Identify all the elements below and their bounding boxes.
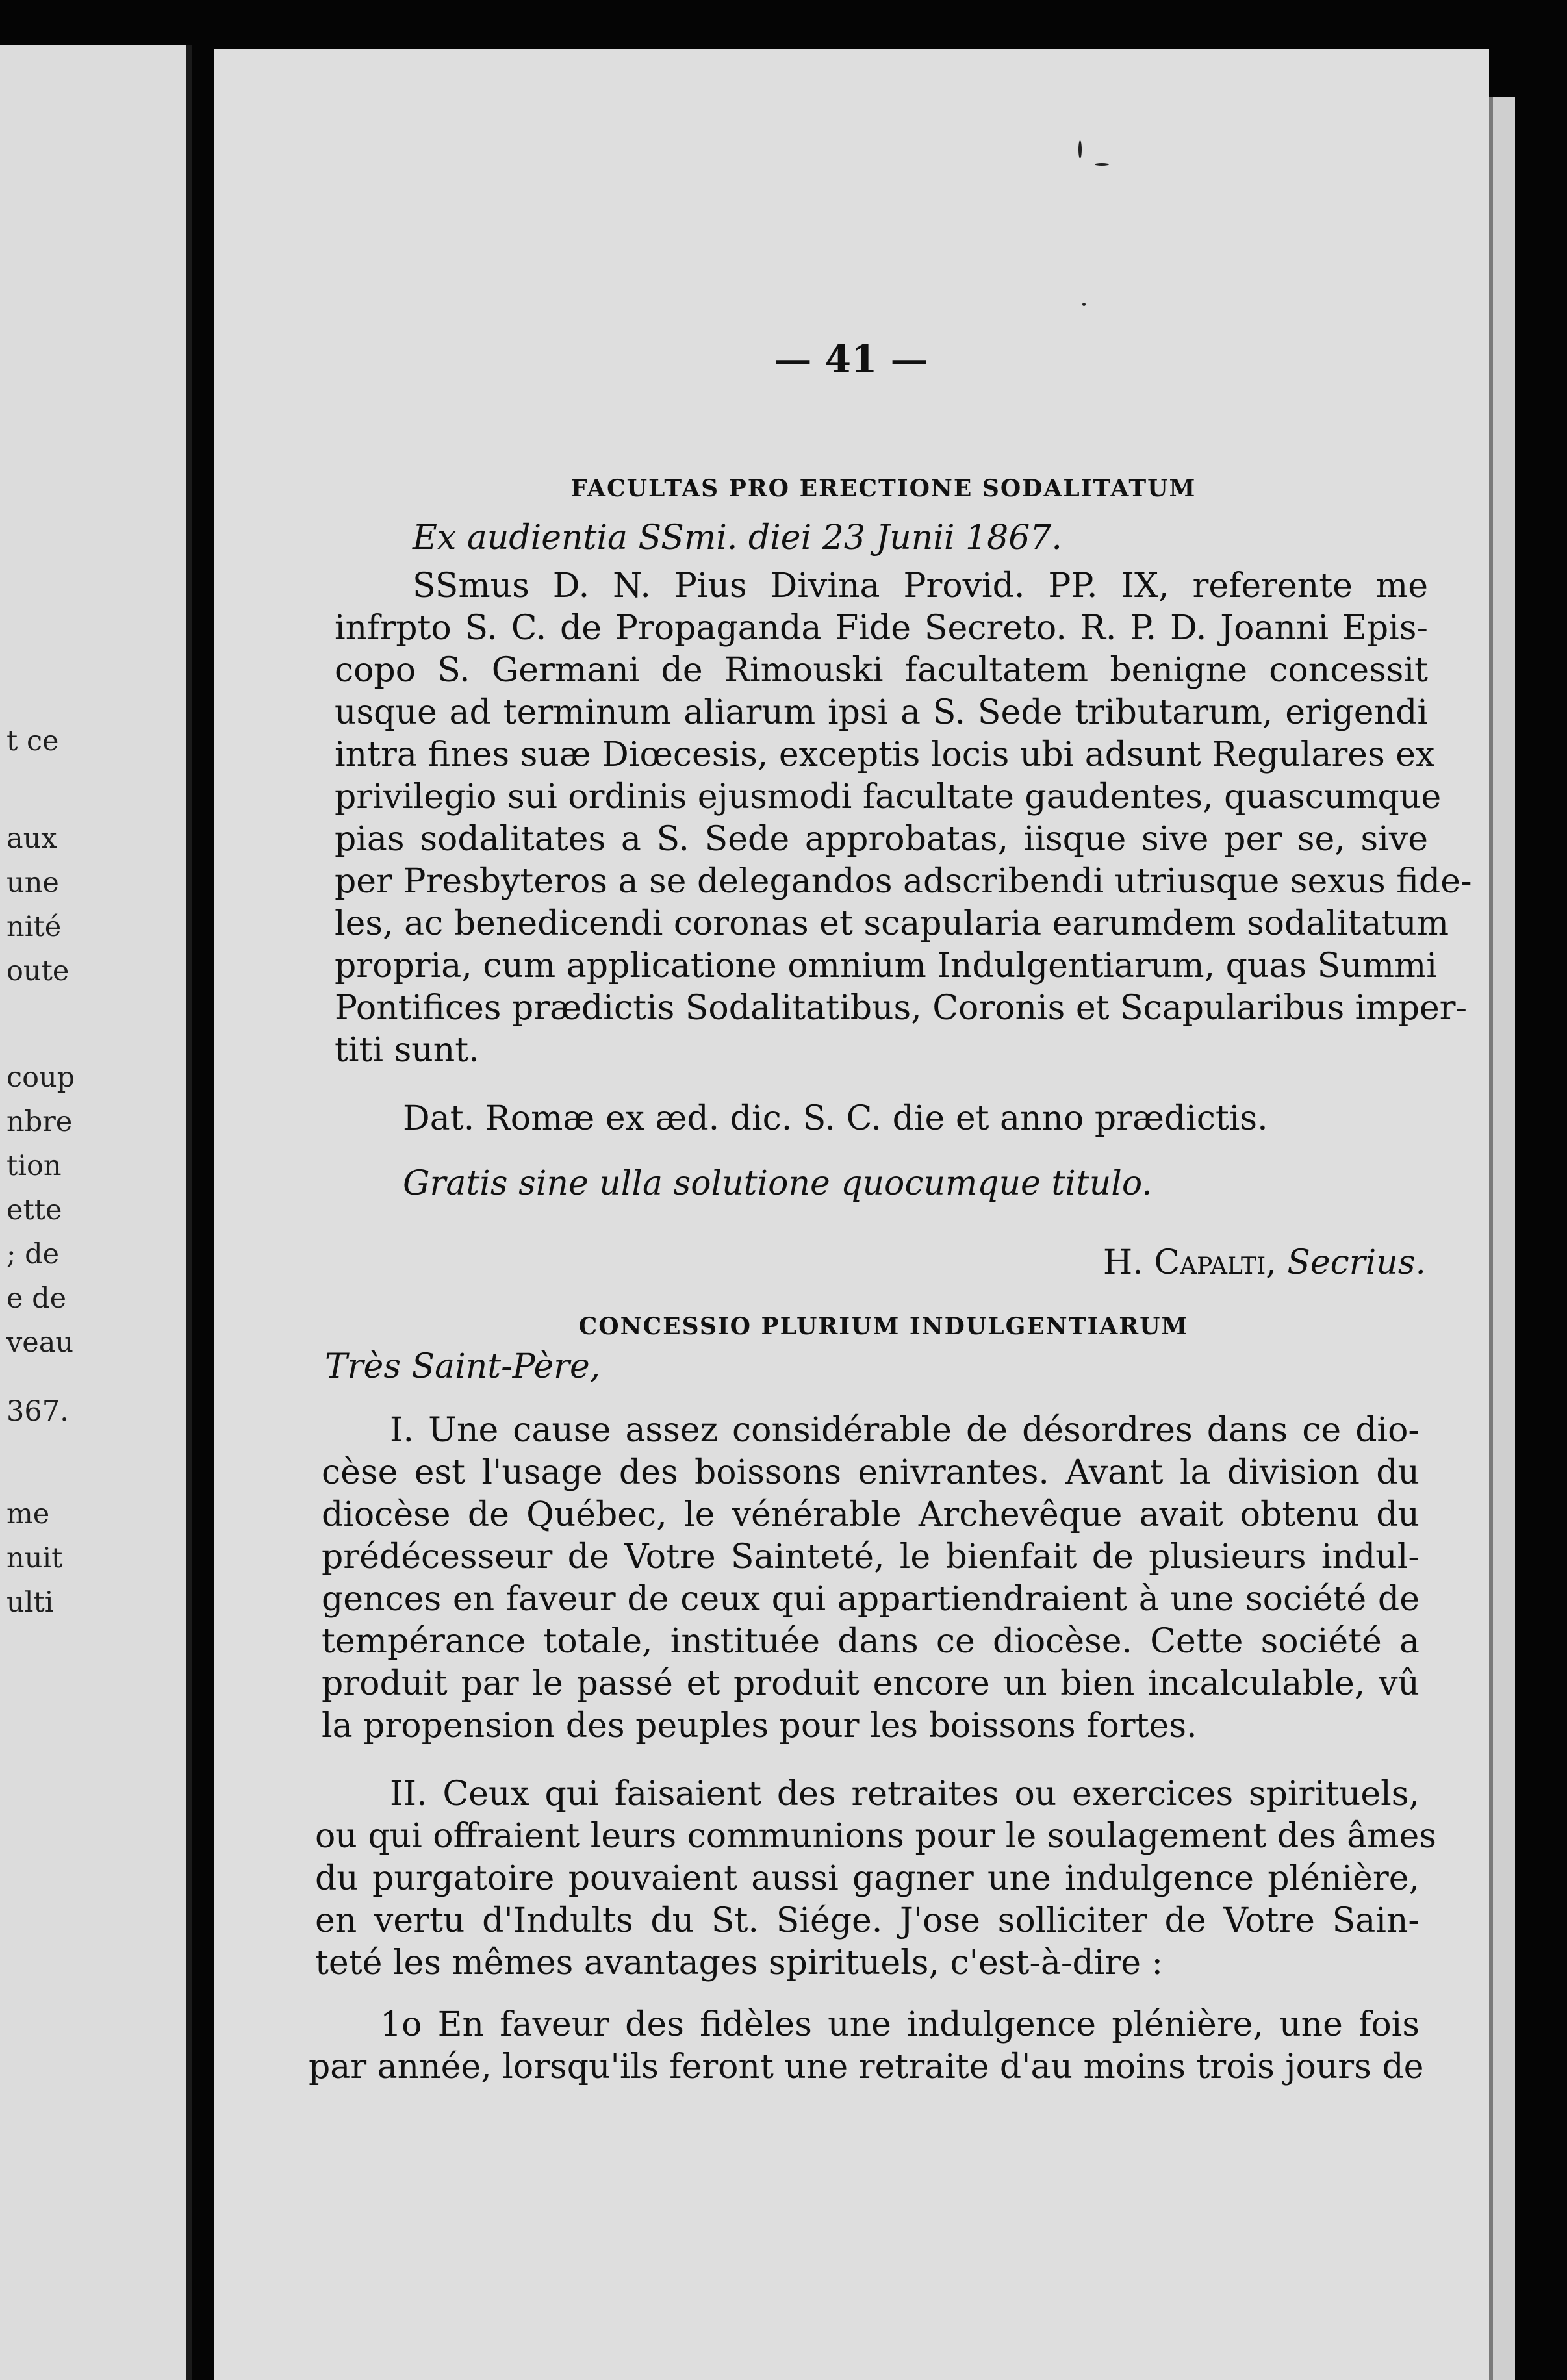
- signature: [864, 1243, 1426, 1282]
- dat-line: Dat. Romæ ex æd. dic. S. C. die et anno prædictis.: [403, 1099, 1268, 1138]
- text-line: propria, cum applicatione omnium Indulgentiarum, quas Summi: [335, 946, 1437, 985]
- gratis-line: Gratis sine ulla solutione quocumque titulo.: [403, 1164, 1153, 1203]
- left-fragment: e de: [6, 1282, 67, 1315]
- text-line: I. Une cause assez considérable de désordres dans ce dio-: [390, 1411, 1420, 1450]
- text-line: titi sunt.: [335, 1031, 479, 1070]
- left-fragment: ulti: [6, 1586, 54, 1619]
- text-line: II. Ceux qui faisaient des retraites ou exercices spirituels,: [390, 1775, 1420, 1814]
- left-fragment: me: [6, 1498, 50, 1530]
- main-page: [214, 49, 1489, 2380]
- scan-mark: [1082, 303, 1086, 306]
- text-line: produit par le passé et produit encore un bien incalculable, vû: [322, 1664, 1420, 1703]
- salutation: Très Saint-Père,: [325, 1347, 601, 1386]
- text-line: cèse est l'usage des boissons enivrantes. Avant la division du: [322, 1453, 1420, 1492]
- scan-mark: [1095, 163, 1109, 166]
- text-line: gences en faveur de ceux qui appartiendraient à une société de: [322, 1580, 1420, 1619]
- text-line: privilegio sui ordinis ejusmodi facultate gaudentes, quascumque: [335, 778, 1442, 817]
- signature-title: Secrius.: [1287, 1243, 1426, 1282]
- text-line: copo S. Germani de Rimouski facultatem benigne concessit: [335, 651, 1428, 690]
- page-number: — 41 —: [774, 337, 928, 381]
- section-heading: CONCESSIO PLURIUM INDULGENTIARUM: [578, 1313, 1189, 1340]
- scan-mark: [1078, 140, 1082, 158]
- text-line: les, ac benedicendi coronas et scapularia earumdem sodalitatum: [335, 904, 1449, 943]
- text-line: tempérance totale, instituée dans ce diocèse. Cette société a: [322, 1622, 1420, 1661]
- left-fragment: nuit: [6, 1542, 63, 1575]
- section-heading: FACULTAS PRO ERECTIONE SODALITATUM: [570, 475, 1197, 502]
- text-line: pias sodalitates a S. Sede approbatas, iisque sive per se, sive: [335, 820, 1428, 859]
- text-line: infrpto S. C. de Propaganda Fide Secreto. R. P. D. Joanni Epis-: [335, 609, 1428, 648]
- text-line: per Presbyteros a se delegandos adscribendi utriusque sexus fide-: [335, 862, 1472, 901]
- left-fragment: nbre: [6, 1106, 73, 1138]
- text-line: ou qui offraient leurs communions pour le soulagement des âmes: [315, 1817, 1436, 1856]
- left-fragment: t ce: [6, 725, 59, 757]
- left-fragment: oute: [6, 955, 70, 987]
- left-fragment: tion: [6, 1150, 62, 1182]
- left-fragment: 367.: [6, 1395, 69, 1428]
- left-fragment: aux: [6, 822, 57, 855]
- left-fragment: ette: [6, 1194, 62, 1226]
- left-fragment: coup: [6, 1061, 75, 1094]
- page-edge: [1489, 97, 1515, 2380]
- left-fragment: veau: [6, 1326, 74, 1359]
- text-line: 1o En faveur des fidèles une indulgence plénière, une fois: [380, 2005, 1420, 2044]
- text-line: en vertu d'Indults du St. Siége. J'ose solliciter de Votre Sain-: [315, 1901, 1420, 1940]
- left-fragment: nité: [6, 911, 62, 943]
- dateline: Ex audientia SSmi. diei 23 Junii 1867.: [413, 518, 1062, 557]
- left-fragment: ; de: [6, 1238, 60, 1271]
- signature-name: H. Capalti,: [1102, 1243, 1277, 1282]
- text-line: prédécesseur de Votre Sainteté, le bienfait de plusieurs indul-: [322, 1538, 1420, 1576]
- text-line: teté les mêmes avantages spirituels, c'est-à-dire :: [315, 1943, 1164, 1982]
- text-line: Pontifices prædictis Sodalitatibus, Coronis et Scapularibus imper-: [335, 989, 1468, 1028]
- left-page-sliver: [0, 45, 192, 2380]
- text-line: SSmus D. N. Pius Divina Provid. PP. IX, referente me: [413, 566, 1428, 605]
- text-line: diocèse de Québec, le vénérable Archevêque avait obtenu du: [322, 1495, 1420, 1534]
- text-line: intra fines suæ Diœcesis, exceptis locis ubi adsunt Regulares ex: [335, 735, 1435, 774]
- left-fragment: une: [6, 867, 59, 899]
- text-line: usque ad terminum aliarum ipsi a S. Sede tributarum, erigendi: [335, 693, 1428, 732]
- text-line: du purgatoire pouvaient aussi gagner une indulgence plénière,: [315, 1859, 1420, 1898]
- text-line: la propension des peuples pour les boissons fortes.: [322, 1706, 1197, 1745]
- text-line: par année, lorsqu'ils feront une retraite d'au moins trois jours de: [309, 2047, 1424, 2086]
